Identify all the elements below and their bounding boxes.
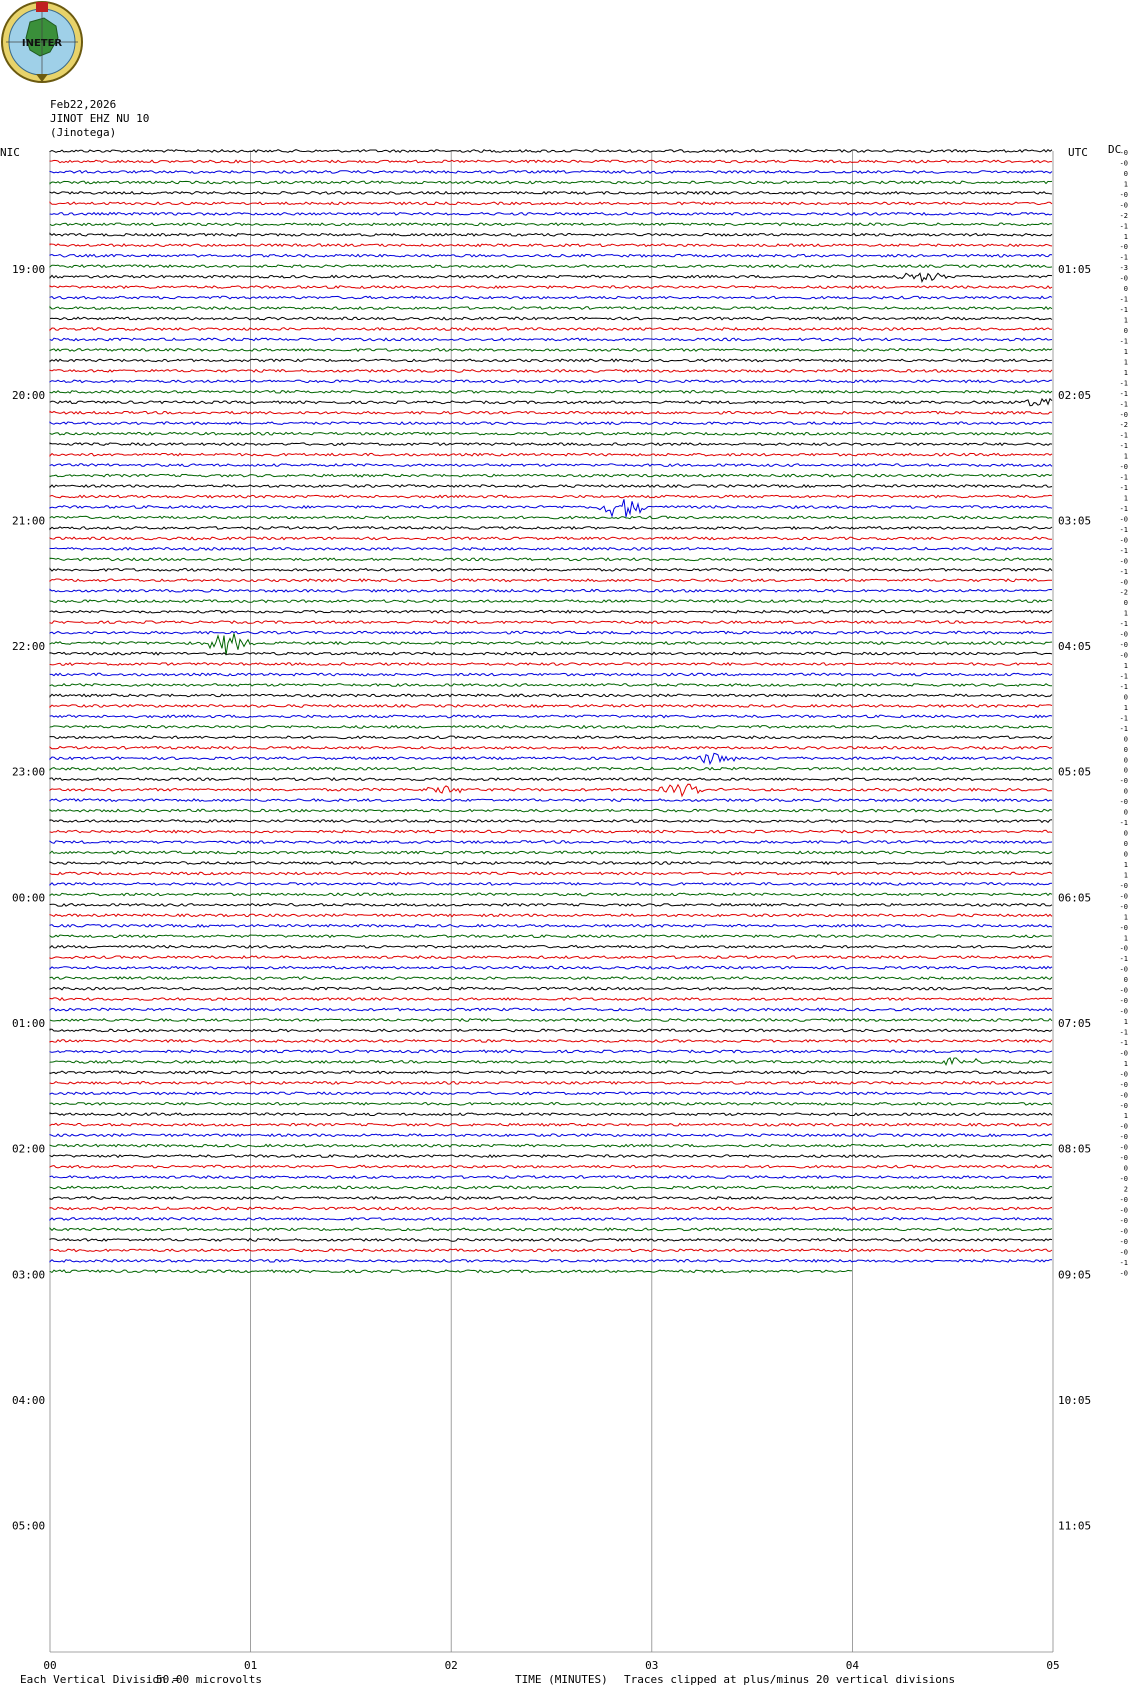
dc-offset: -0 [1119,1133,1128,1142]
x-tick-01: 01 [243,1659,258,1672]
dc-offset: -0 [1119,1216,1128,1225]
dc-offset: -0 [1119,881,1128,890]
dc-offset: -1 [1119,253,1128,262]
dc-offset: 0 [1123,840,1128,849]
trace-50 [50,663,1052,666]
left-hour-labels [12,263,45,1532]
trace-20 [50,349,1052,352]
trace-15 [50,296,1052,299]
dc-offset: -0 [1119,1007,1128,1016]
dc-offset: -0 [1119,1091,1128,1100]
trace-69 [50,862,1052,865]
trace-30 [50,453,1052,456]
left-hour-label: 19:00 [12,263,46,277]
trace-38 [50,537,1052,540]
trace-68 [50,851,1052,854]
trace-63 [50,799,1052,802]
right-hour-label: 03:05 [1058,514,1092,528]
dc-offset: -0 [1119,651,1128,660]
right-hour-label: 04:05 [1058,640,1092,654]
dc-offset: -0 [1119,798,1128,807]
trace-67 [50,841,1052,844]
dc-offset: -1 [1119,672,1128,681]
dc-offset: 0 [1123,756,1128,765]
trace-94 [50,1123,1052,1126]
right-hour-label: 07:05 [1058,1016,1092,1030]
dc-offset: -3 [1119,264,1128,273]
dc-offset: 0 [1123,745,1128,754]
x-axis-label: TIME (MINUTES) [515,1673,608,1686]
dc-offset: -1 [1119,567,1128,576]
trace-5 [50,192,1052,195]
trace-75 [50,925,1052,928]
trace-66 [50,830,1052,833]
dc-offset: -0 [1119,944,1128,953]
trace-77 [50,945,1052,948]
dc-offset: 1 [1123,494,1128,503]
trace-16 [50,307,1052,310]
x-tick-02: 02 [444,1659,458,1672]
trace-85 [50,1029,1052,1032]
dc-offset: -1 [1119,714,1128,723]
dc-offset: -2 [1119,211,1128,220]
left-hour-label: 03:00 [12,1268,46,1282]
dc-offset: -0 [1119,1101,1128,1110]
dc-offset: -0 [1119,1175,1128,1184]
trace-1 [50,150,1052,153]
dc-header-label: DC [1108,143,1122,156]
trace-101 [50,1197,1052,1200]
dc-offset: -0 [1119,243,1128,252]
vertical-division-label: Each Vertical Division = [20,1673,179,1686]
dc-offset: 0 [1123,808,1128,817]
dc-offset: -1 [1119,442,1128,451]
dc-offset: -0 [1119,1154,1128,1163]
dc-offset: -0 [1119,410,1128,419]
trace-2 [50,160,1052,163]
trace-105 [50,1239,1052,1242]
dc-offset: 1 [1123,368,1128,377]
trace-73 [50,904,1052,907]
dc-offset: -0 [1119,1080,1128,1089]
trace-3 [50,171,1052,174]
trace-78 [50,956,1052,959]
trace-42 [50,579,1052,582]
trace-97 [50,1155,1052,1158]
trace-44 [50,600,1052,603]
trace-74 [50,914,1052,917]
trace-60 [50,767,1052,770]
trace-54 [50,705,1052,708]
dc-offset: 0 [1123,169,1128,178]
trace-81 [50,987,1052,990]
dc-offset: 1 [1123,662,1128,671]
dc-offset: -1 [1119,473,1128,482]
trace-55 [50,715,1052,718]
trace-13 [50,273,1052,281]
dc-offset: -0 [1119,923,1128,932]
dc-offset: -0 [1119,1237,1128,1246]
trace-4 [50,181,1052,184]
trace-35 [50,499,1052,517]
dc-offset: -0 [1119,1269,1128,1278]
dc-offset: 1 [1123,452,1128,461]
trace-28 [50,432,1052,435]
trace-40 [50,558,1052,561]
dc-offset: 0 [1123,829,1128,838]
left-zone-label: NIC [0,146,20,159]
dc-offset: -0 [1119,986,1128,995]
dc-offset: 1 [1123,180,1128,189]
trace-32 [50,474,1052,477]
right-hour-label: 10:05 [1058,1393,1092,1407]
trace-18 [50,328,1052,331]
trace-26 [50,412,1052,415]
left-hour-label: 05:00 [12,1519,46,1533]
dc-offset: 0 [1123,850,1128,859]
logo-text: INETER [21,38,63,49]
dc-offset: 0 [1123,599,1128,608]
dc-offset: -1 [1119,389,1128,398]
trace-84 [50,1019,1052,1022]
dc-offset: 1 [1123,871,1128,880]
trace-27 [50,422,1052,425]
dc-offset: -0 [1119,557,1128,566]
x-tick-03: 03 [645,1659,659,1672]
station-label: JINOT EHZ NU 10 [50,112,150,125]
dc-offset-labels [1120,149,1128,1277]
dc-offset: -1 [1119,431,1128,440]
trace-65 [50,820,1052,823]
dc-offset: 0 [1123,1164,1128,1173]
x-tick-labels [43,1659,1059,1672]
dc-offset: -0 [1119,159,1128,168]
trace-72 [50,893,1052,896]
right-hour-label: 06:05 [1058,891,1092,905]
trace-49 [50,652,1052,655]
trace-47 [50,631,1052,634]
dc-offset: -1 [1119,306,1128,315]
dc-offset: -1 [1119,620,1128,629]
dc-offset: -0 [1119,892,1128,901]
trace-106 [50,1249,1052,1252]
dc-offset: -0 [1119,1227,1128,1236]
left-hour-label: 02:00 [12,1142,46,1156]
dc-offset: -0 [1119,149,1128,157]
right-hour-label: 09:05 [1058,1268,1092,1282]
trace-34 [50,495,1052,498]
trace-93 [50,1113,1052,1116]
dc-offset: -0 [1119,1143,1128,1152]
dc-offset: -0 [1119,902,1128,911]
trace-80 [50,977,1052,980]
trace-79 [50,966,1052,969]
dc-offset: 1 [1123,358,1128,367]
dc-offset: -0 [1119,201,1128,210]
dc-offset: -0 [1119,274,1128,283]
dc-offset: -1 [1119,955,1128,964]
dc-offset: -0 [1119,1049,1128,1058]
trace-14 [50,286,1052,289]
trace-83 [50,1008,1052,1011]
trace-98 [50,1165,1052,1168]
dc-offset: 0 [1123,693,1128,702]
right-hour-label: 02:05 [1058,388,1092,402]
trace-36 [50,516,1052,519]
dc-offset: 1 [1123,913,1128,922]
dc-offset: -0 [1119,1206,1128,1215]
trace-99 [50,1176,1052,1179]
dc-offset: -1 [1119,724,1128,733]
dc-offset: -1 [1119,222,1128,231]
trace-25 [50,399,1052,406]
dc-offset: -0 [1119,630,1128,639]
left-hour-label: 23:00 [12,765,46,779]
left-hour-label: 01:00 [12,1016,46,1030]
dc-offset: 1 [1123,934,1128,943]
trace-33 [50,485,1052,488]
trace-48 [50,633,1052,655]
left-hour-label: 22:00 [12,640,46,654]
dc-offset: 0 [1123,326,1128,335]
dc-offset: -1 [1119,400,1128,409]
dc-offset: 1 [1123,316,1128,325]
right-zone-label: UTC [1068,146,1088,159]
trace-82 [50,998,1052,1001]
dc-offset: -0 [1119,536,1128,545]
right-hour-label: 05:05 [1058,765,1092,779]
vertical-division-value: 50.00 microvolts [156,1673,262,1686]
dc-offset: -0 [1119,1248,1128,1257]
trace-56 [50,726,1052,729]
right-hour-label: 01:05 [1058,263,1092,277]
right-hour-label: 08:05 [1058,1142,1092,1156]
clip-note: Traces clipped at plus/minus 20 vertical divisions [624,1673,956,1686]
dc-offset: -0 [1119,515,1128,524]
trace-52 [50,684,1052,687]
trace-43 [50,589,1052,592]
trace-89 [50,1071,1052,1074]
trace-19 [50,338,1052,341]
trace-86 [50,1040,1052,1043]
trace-31 [50,464,1052,467]
x-tick-05: 05 [1046,1659,1060,1672]
left-hour-label: 21:00 [12,514,46,528]
trace-87 [50,1050,1052,1053]
trace-88 [50,1058,1052,1065]
trace-70 [50,872,1052,875]
dc-offset: -0 [1119,777,1128,786]
trace-71 [50,883,1052,886]
dc-offset: 1 [1123,703,1128,712]
right-hour-labels [1058,263,1091,1532]
seismic-traces [50,150,1052,1273]
dc-offset: 2 [1123,1185,1128,1194]
trace-21 [50,359,1052,362]
dc-offset: 0 [1123,285,1128,294]
dc-offset: 1 [1123,1112,1128,1121]
trace-17 [50,317,1052,320]
trace-11 [50,254,1052,257]
dc-offset: -0 [1119,1070,1128,1079]
dc-offset: -0 [1119,463,1128,472]
dc-offset: -2 [1119,421,1128,430]
left-hour-label: 04:00 [12,1393,46,1407]
right-hour-label: 11:05 [1058,1519,1092,1533]
dc-offset: 1 [1123,347,1128,356]
dc-offset: 1 [1123,609,1128,618]
dc-offset: -0 [1119,641,1128,650]
dc-offset: -1 [1119,1258,1128,1267]
dc-offset: -0 [1119,1122,1128,1131]
dc-offset: 0 [1123,976,1128,985]
trace-9 [50,234,1052,237]
trace-57 [50,736,1052,739]
trace-59 [50,753,1052,763]
trace-64 [50,809,1052,812]
trace-45 [50,610,1052,613]
dc-offset: -1 [1119,546,1128,555]
trace-7 [50,213,1052,216]
dc-offset: 1 [1123,860,1128,869]
dc-offset: 0 [1123,735,1128,744]
left-hour-label: 00:00 [12,891,46,905]
trace-12 [50,265,1052,268]
trace-23 [50,380,1052,383]
dc-offset: 1 [1123,1059,1128,1068]
trace-37 [50,527,1052,530]
trace-8 [50,223,1052,226]
dc-offset: -1 [1119,504,1128,513]
trace-22 [50,370,1052,373]
dc-offset: 1 [1123,232,1128,241]
trace-24 [50,391,1052,394]
dc-offset: -0 [1119,190,1128,199]
trace-46 [50,621,1052,624]
trace-92 [50,1103,1052,1106]
trace-104 [50,1228,1052,1231]
dc-offset: -1 [1119,484,1128,493]
trace-62 [50,784,1052,796]
trace-103 [50,1218,1052,1221]
trace-91 [50,1092,1052,1095]
dc-offset: 0 [1123,766,1128,775]
trace-96 [50,1144,1052,1147]
dc-offset: -1 [1119,337,1128,346]
dc-offset: -1 [1119,819,1128,828]
x-tick-00: 00 [43,1659,57,1672]
trace-6 [50,202,1052,205]
dc-offset: -1 [1119,1038,1128,1047]
trace-29 [50,443,1052,446]
dc-offset: -0 [1119,965,1128,974]
minute-gridlines [50,151,1053,1652]
dc-offset: -1 [1119,1028,1128,1037]
dc-offset: -0 [1119,1196,1128,1204]
location-label: (Jinotega) [50,126,117,139]
trace-102 [50,1207,1052,1210]
dc-offset: -2 [1119,588,1128,597]
left-hour-label: 20:00 [12,388,46,402]
trace-51 [50,673,1052,676]
dc-offset: -1 [1119,525,1128,534]
dc-offset: -0 [1119,578,1128,587]
trace-10 [50,244,1052,247]
dc-offset: -1 [1119,379,1128,388]
trace-100 [50,1186,1052,1189]
date-label: Feb22,2026 [50,98,117,111]
dc-offset: 0 [1123,787,1128,796]
trace-90 [50,1082,1052,1085]
trace-76 [50,935,1052,938]
dc-offset: -1 [1119,682,1128,691]
dc-offset: -1 [1119,295,1128,304]
trace-95 [50,1134,1052,1137]
dc-offset: -0 [1119,997,1128,1006]
trace-53 [50,694,1052,697]
trace-61 [50,778,1052,781]
dc-offset: 1 [1123,1018,1128,1027]
trace-39 [50,548,1052,551]
trace-107 [50,1260,1052,1263]
x-tick-04: 04 [845,1659,860,1672]
trace-58 [50,747,1052,750]
trace-41 [50,569,1052,572]
